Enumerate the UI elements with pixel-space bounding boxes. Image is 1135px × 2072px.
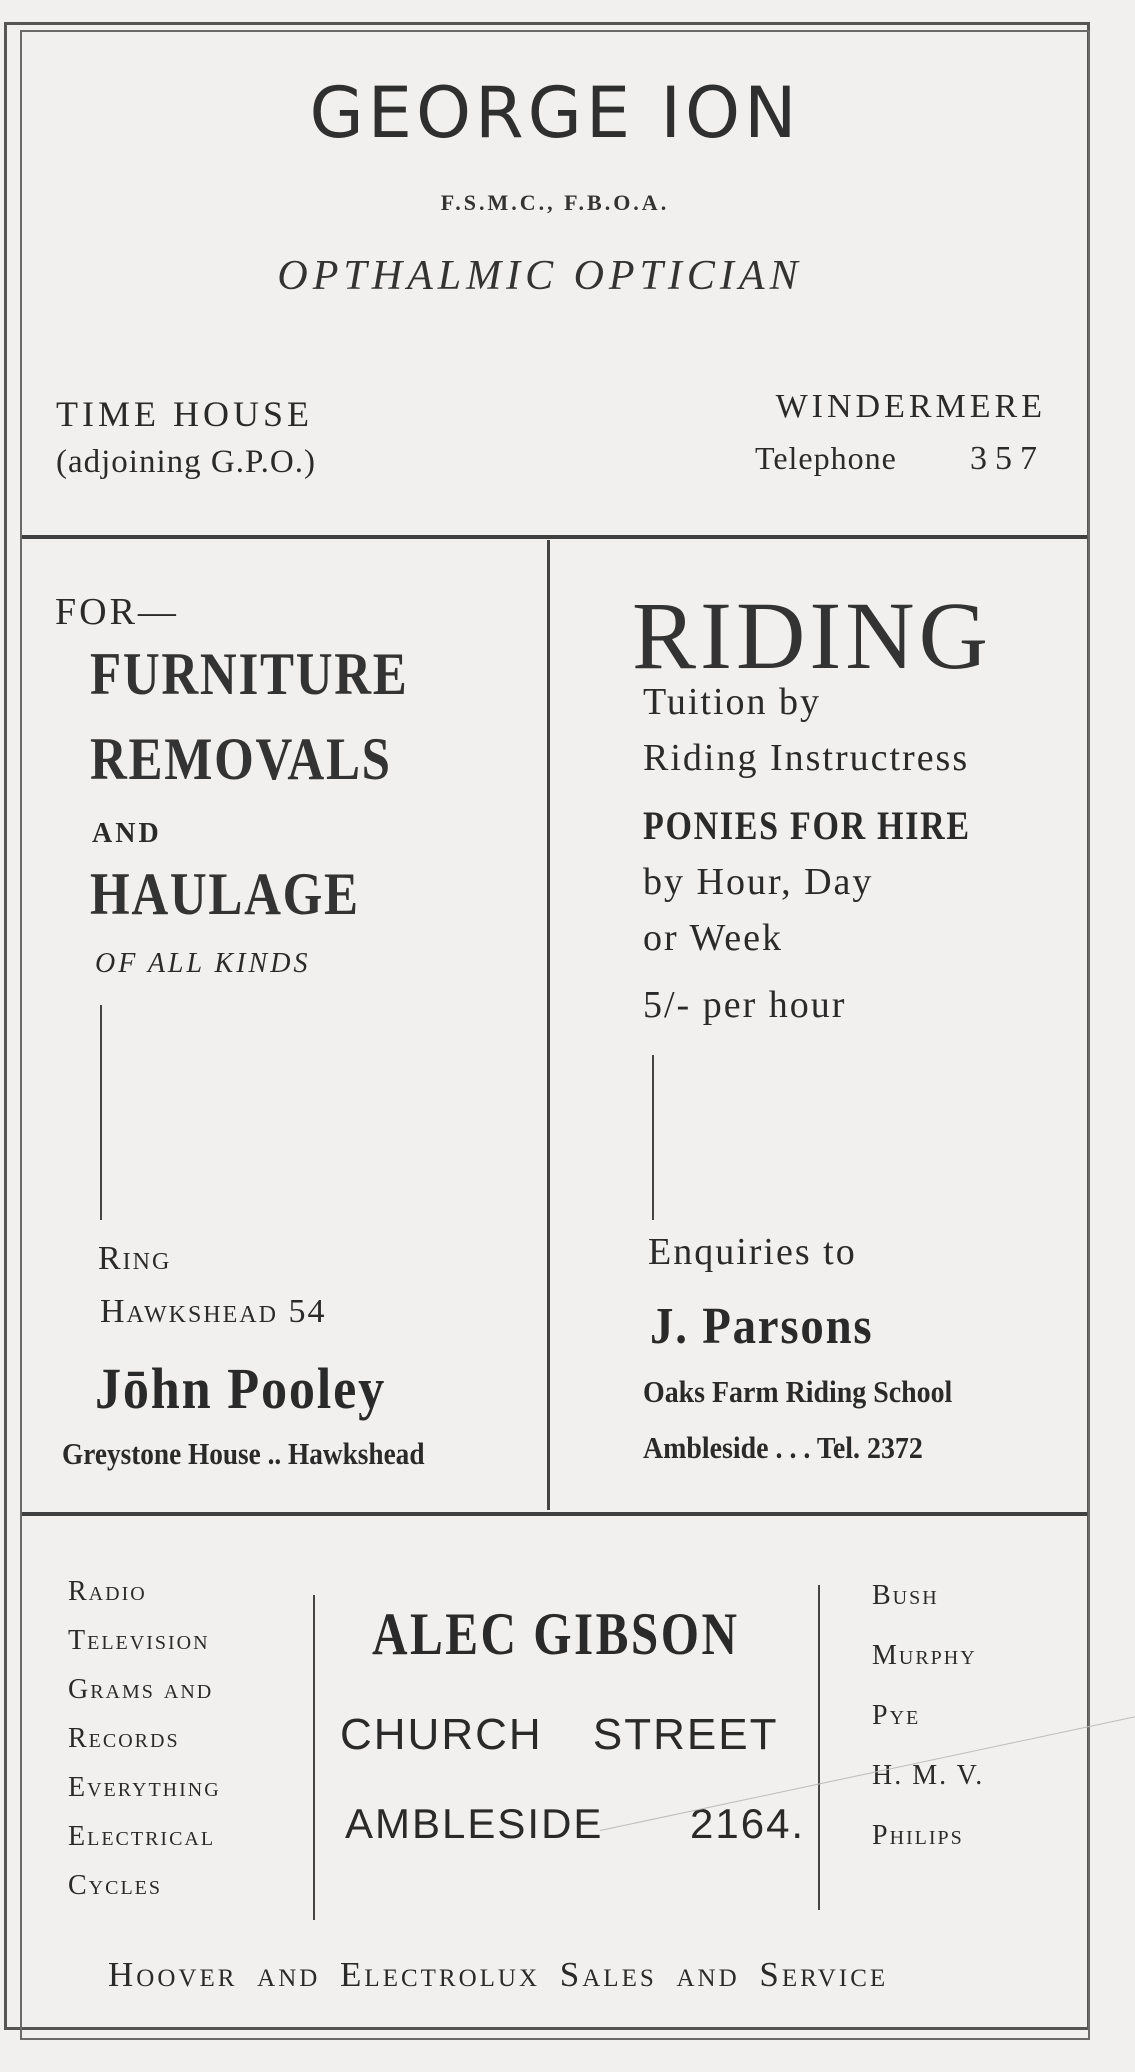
brand-item: Pye <box>872 1700 921 1731</box>
riding-contact-name: J. Parsons <box>650 1298 874 1355</box>
optician-profession: OPTHALMIC OPTICIAN <box>277 253 803 299</box>
electrical-rule-left <box>313 1595 315 1920</box>
removals-rule <box>100 1005 102 1220</box>
optician-name: GEORGE ION <box>309 72 801 154</box>
removals-and: AND <box>92 818 162 849</box>
removals-line-haulage: HAULAGE <box>90 861 360 927</box>
brand-item: Bush <box>872 1580 939 1611</box>
removals-for: FOR— <box>55 591 179 633</box>
service-item: Cycles <box>68 1870 163 1901</box>
electrical-telephone: 2164. <box>690 1800 806 1847</box>
optician-address-line2: (adjoining G.P.O.) <box>56 444 316 480</box>
riding-line2: Riding Instructress <box>643 737 970 779</box>
riding-line5: or Week <box>643 917 784 959</box>
optician-telephone-number: 357 <box>970 440 1045 477</box>
service-item: Grams and <box>68 1674 214 1705</box>
electrical-footer: Hoover and Electrolux Sales and Service <box>108 1955 889 1994</box>
riding-school: Oaks Farm Riding School <box>643 1374 953 1409</box>
divider-middle <box>547 540 550 1510</box>
riding-address: Ambleside . . . Tel. 2372 <box>643 1430 923 1465</box>
electrical-street: CHURCH STREET <box>340 1710 779 1759</box>
brand-item: H. M. V. <box>872 1760 985 1791</box>
brand-item: Philips <box>872 1820 964 1851</box>
riding-title: RIDING <box>632 582 992 689</box>
service-item: Radio <box>68 1576 147 1607</box>
service-item: Everything <box>68 1772 221 1803</box>
removals-proprietor: Jōhn Pooley <box>95 1356 386 1421</box>
removals-ring: Ring <box>98 1240 172 1277</box>
removals-line-removals: REMOVALS <box>90 726 392 792</box>
riding-line1: Tuition by <box>643 681 822 723</box>
electrical-name: ALEC GIBSON <box>372 1601 740 1667</box>
divider-header <box>22 535 1087 539</box>
electrical-town: AMBLESIDE <box>345 1800 604 1847</box>
riding-rule <box>652 1055 654 1220</box>
optician-qualifications: F.S.M.C., F.B.O.A. <box>440 190 670 215</box>
service-item: Electrical <box>68 1821 216 1852</box>
removals-address: Greystone House .. Hawkshead <box>62 1436 425 1471</box>
optician-telephone-label: Telephone <box>755 440 897 476</box>
service-item: Records <box>68 1723 180 1754</box>
riding-price: 5/- per hour <box>643 984 847 1026</box>
riding-enquiries: Enquiries to <box>648 1231 857 1273</box>
riding-line4: by Hour, Day <box>643 861 874 903</box>
removals-line-furniture: FURNITURE <box>90 641 409 707</box>
removals-kinds: OF ALL KINDS <box>95 948 311 979</box>
removals-phone: Hawkshead 54 <box>100 1293 327 1330</box>
optician-town: WINDERMERE <box>775 388 1046 425</box>
service-item: Television <box>68 1625 210 1656</box>
electrical-rule-right <box>818 1585 820 1910</box>
brand-item: Murphy <box>872 1640 977 1671</box>
divider-lower <box>22 1512 1087 1516</box>
riding-line3: PONIES FOR HIRE <box>643 803 971 848</box>
optician-address-line1: TIME HOUSE <box>56 394 313 434</box>
